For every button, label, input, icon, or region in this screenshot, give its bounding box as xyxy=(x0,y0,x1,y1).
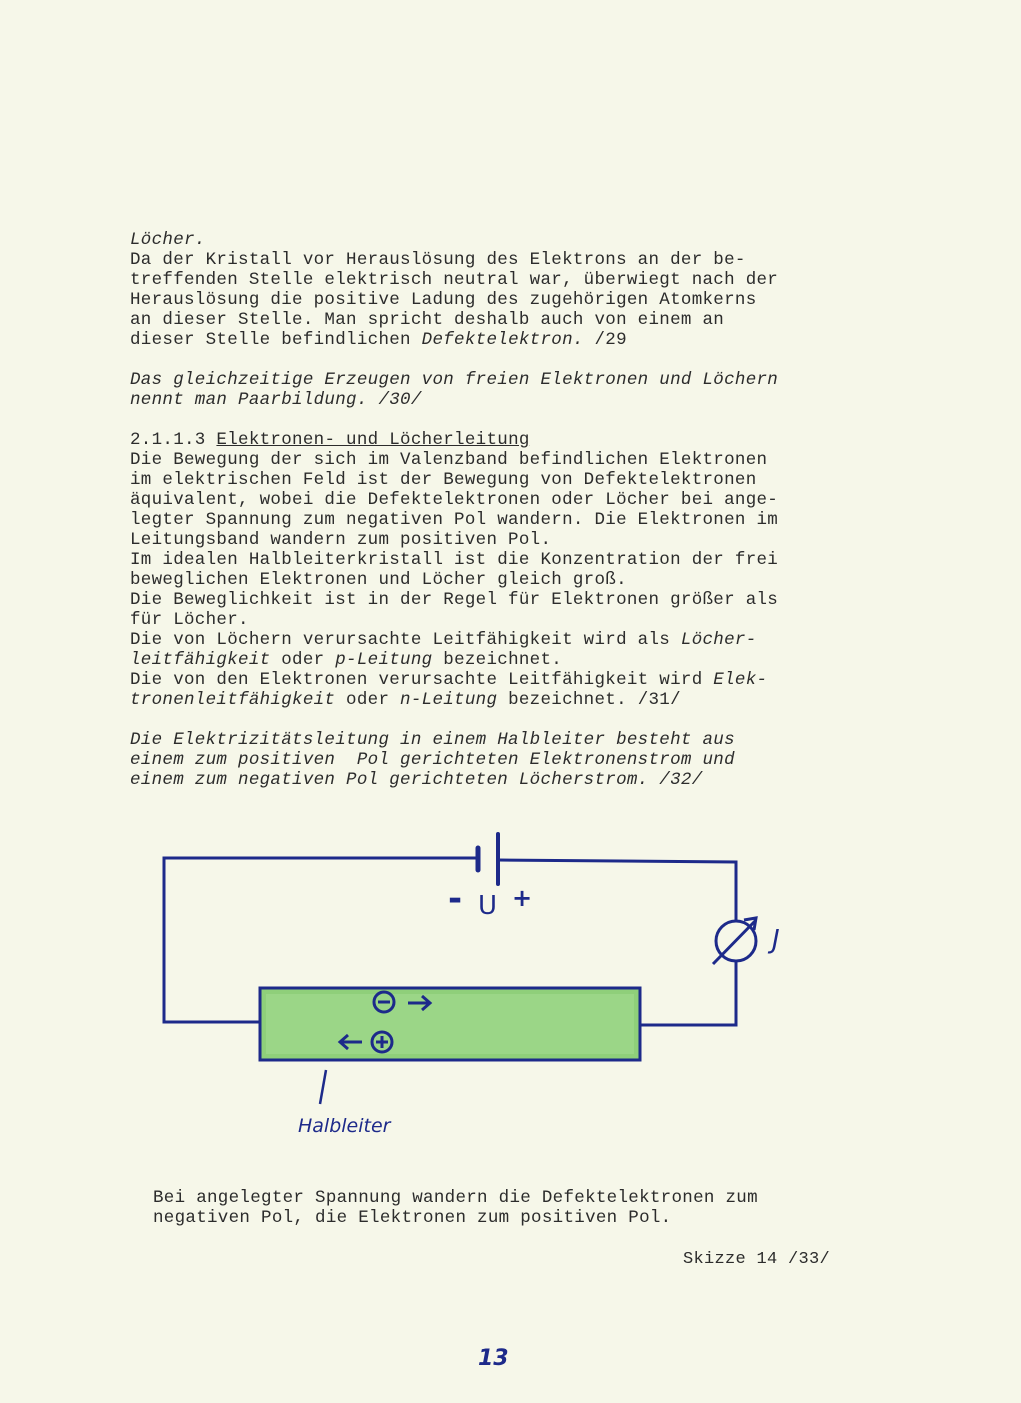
text-line xyxy=(130,670,870,690)
text-segment: Da der Kristall vor Herauslösung des Elektrons an der be- xyxy=(130,250,746,270)
text-segment: Herauslösung die positive Ladung des zugehörigen Atomkerns xyxy=(130,290,757,310)
text-line xyxy=(130,370,870,390)
text-segment: für Löcher. xyxy=(130,610,249,630)
text-segment: an dieser Stelle. Man spricht deshalb auch von einem an xyxy=(130,310,725,330)
text-segment: einem zum negativen Pol gerichteten Löcherstrom. /32/ xyxy=(130,770,703,790)
text-segment: bezeichnet. xyxy=(432,650,563,670)
text-line xyxy=(130,390,870,410)
semiconductor-pointer-line xyxy=(320,1070,326,1104)
paragraph-defektelektron xyxy=(130,230,870,350)
voltage-label: U xyxy=(478,891,498,921)
text-segment: Elek- xyxy=(713,670,768,690)
text-line xyxy=(130,310,870,330)
text-line xyxy=(130,250,870,270)
figure-caption xyxy=(153,1188,758,1228)
text-segment: Das gleichzeitige Erzeugen von freien Elektronen und Löchern xyxy=(130,370,779,390)
text-line xyxy=(130,450,870,470)
text-segment: bezeichnet. /31/ xyxy=(497,690,681,710)
page-number: 13 xyxy=(478,1346,509,1371)
text-line xyxy=(130,630,870,650)
sketch-reference: Skizze 14 /33/ xyxy=(683,1250,831,1269)
caption-line-2: negativen Pol, die Elektronen zum positiven Pol. xyxy=(153,1208,672,1228)
text-segment: Die von den Elektronen verursachte Leitfähigkeit wird xyxy=(130,670,714,690)
text-line xyxy=(130,650,870,670)
text-line xyxy=(130,730,870,750)
text-segment: äquivalent, wobei die Defektelektronen oder Löcher bei ange- xyxy=(130,490,779,510)
text-line xyxy=(130,470,870,490)
text-segment: /29 xyxy=(583,330,627,350)
section-elektronen-loecherleitung xyxy=(130,430,870,710)
paragraph-paarbildung xyxy=(130,370,870,410)
text-segment: oder xyxy=(335,690,401,710)
text-segment: leitfähigkeit xyxy=(130,650,271,670)
text-line xyxy=(130,270,870,290)
text-segment: 2.1.1.3 xyxy=(130,430,217,450)
text-segment: Im idealen Halbleiterkristall ist die Konzentration der frei xyxy=(130,550,779,570)
text-segment: dieser Stelle befindlichen xyxy=(130,330,422,350)
text-segment: Löcher- xyxy=(680,630,757,650)
semiconductor-shading xyxy=(266,994,634,1054)
semiconductor-label: Halbleiter xyxy=(298,1115,391,1137)
text-segment: Löcher. xyxy=(130,230,206,250)
text-line xyxy=(130,510,870,530)
text-line xyxy=(130,690,870,710)
text-segment: Die Elektrizitätsleitung in einem Halbleiter besteht aus xyxy=(130,730,735,750)
battery-symbol xyxy=(478,834,498,884)
text-line xyxy=(130,330,870,350)
text-segment: legter Spannung zum negativen Pol wandern. Die Elektronen im xyxy=(130,510,779,530)
text-segment: n-Leitung xyxy=(400,690,498,710)
text-segment: Leitungsband wandern zum positiven Pol. xyxy=(130,530,552,550)
text-segment: tronenleitfähigkeit xyxy=(130,690,336,710)
text-line xyxy=(130,770,870,790)
text-segment: einem zum positiven Pol gerichteten Elektronenstrom und xyxy=(130,750,735,770)
text-line xyxy=(130,290,870,310)
text-segment: nennt man Paarbildung. /30/ xyxy=(130,390,422,410)
text-line xyxy=(130,490,870,510)
text-line xyxy=(130,750,870,770)
text-segment: Die Beweglichkeit ist in der Regel für Elektronen größer als xyxy=(130,590,779,610)
text-line xyxy=(130,590,870,610)
text-line xyxy=(130,610,870,630)
text-segment: treffenden Stelle elektrisch neutral war, überwiegt nach der xyxy=(130,270,779,290)
caption-line-1: Bei angelegter Spannung wandern die Defektelektronen zum xyxy=(153,1188,758,1208)
text-segment: Die Bewegung der sich im Valenzband befindlichen Elektronen xyxy=(130,450,768,470)
voltage-plus-sign: + xyxy=(512,884,533,912)
voltage-minus-sign: - xyxy=(448,879,463,919)
ammeter-label: J xyxy=(772,925,780,955)
text-segment: oder xyxy=(270,650,336,670)
text-segment: Die von Löchern verursachte Leitfähigkeit wird als xyxy=(130,630,681,650)
text-segment: p-Leitung xyxy=(335,650,433,670)
text-line xyxy=(130,230,870,250)
text-line xyxy=(130,530,870,550)
text-line xyxy=(130,550,870,570)
ammeter-icon xyxy=(713,918,756,964)
section-heading: Elektronen- und Löcherleitung xyxy=(216,430,530,450)
text-segment: im elektrischen Feld ist der Bewegung von Defektelektronen xyxy=(130,470,757,490)
text-segment: Defektelektron. xyxy=(421,330,584,350)
text-segment: beweglichen Elektronen und Löcher gleich groß. xyxy=(130,570,627,590)
text-line xyxy=(130,570,870,590)
circuit-diagram xyxy=(0,820,1021,1150)
text-line xyxy=(130,430,870,450)
paragraph-elektrizitaetsleitung xyxy=(130,730,870,790)
